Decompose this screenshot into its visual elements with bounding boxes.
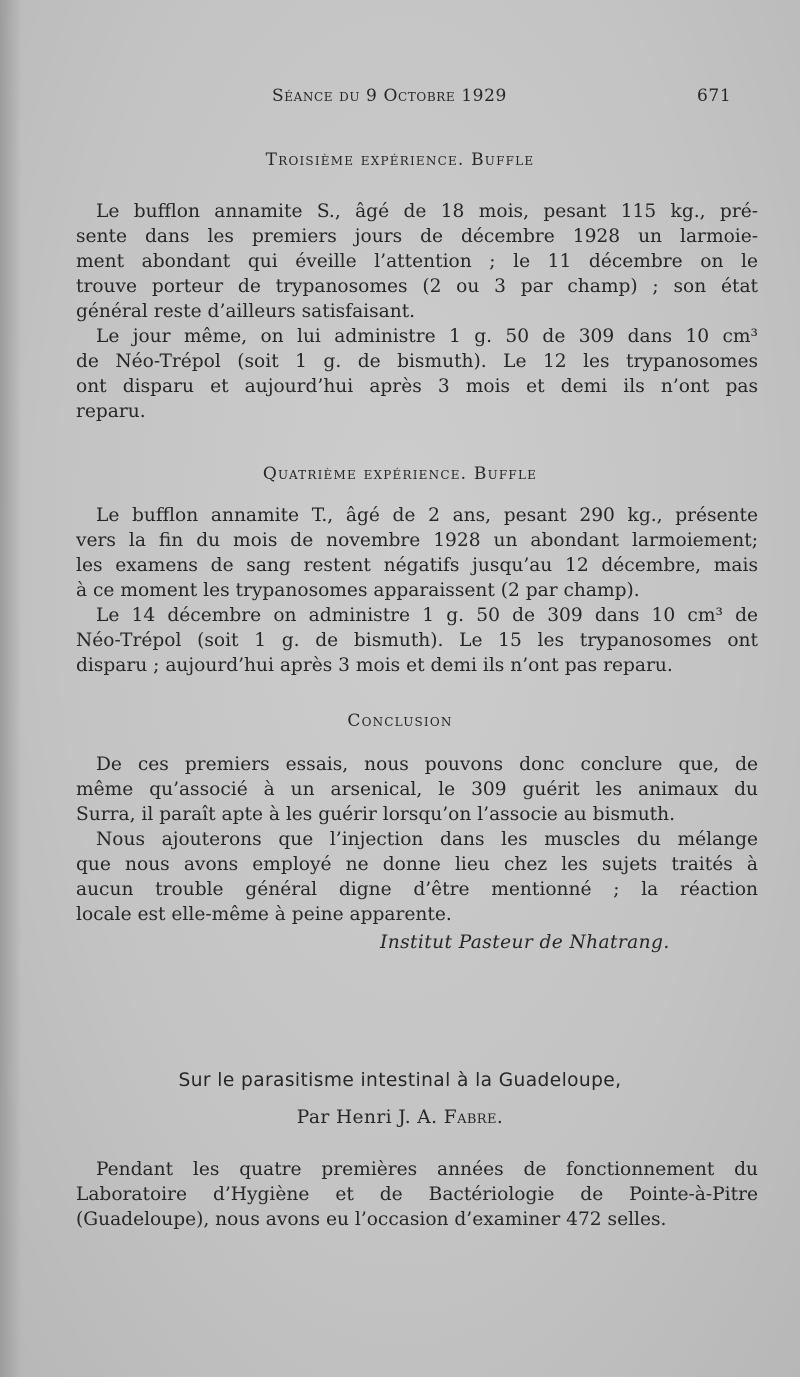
paragraph-conclusion-1 — [76, 752, 758, 827]
text-line: Pendant les quatre premières années de fonctionnement du — [96, 1159, 758, 1180]
text-line: même qu’associé à un arsenical, le 309 guérit les animaux du — [76, 779, 758, 800]
paragraph-conclusion-2 — [76, 827, 758, 927]
text-line: De ces premiers essais, nous pouvons donc conclure que, de — [96, 754, 758, 775]
signature: Institut Pasteur de Nhatrang. — [380, 932, 670, 953]
byline — [0, 1107, 800, 1128]
text-line: reparu. — [76, 401, 146, 422]
text-line: de Néo-Trépol (soit 1 g. de bismuth). Le 12 les trypanosomes — [76, 351, 758, 372]
paragraph-troisieme-2 — [76, 324, 758, 424]
text-line: disparu ; aujourd’hui après 3 mois et demi ils n’ont pas reparu. — [76, 655, 673, 676]
text-line: Néo-Trépol (soit 1 g. de bismuth). Le 15 les trypanosomes ont — [76, 630, 758, 651]
text-line: locale est elle-même à peine apparente. — [76, 904, 452, 925]
text-line: sente dans les premiers jours de décembre 1928 un larmoie- — [76, 226, 758, 247]
binding-shadow — [0, 0, 22, 1377]
section-title-conclusion: Conclusion — [347, 711, 453, 731]
text-line: que nous avons employé ne donne lieu chez les sujets traités à — [76, 854, 758, 875]
author-name: Fabre. — [443, 1107, 504, 1128]
text-line: Nous ajouterons que l’injection dans les muscles du mélange — [96, 829, 758, 850]
paragraph-article-1 — [76, 1157, 758, 1232]
text-line: Le bufflon annamite T., âgé de 2 ans, pesant 290 kg., présente — [96, 505, 758, 526]
text-line: Surra, il paraît apte à les guérir lorsqu’on l’associe au bismuth. — [76, 804, 676, 825]
text-line: les examens de sang restent négatifs jusqu’au 12 décembre, mais — [76, 555, 758, 576]
text-line: trouve porteur de trypanosomes (2 ou 3 par champ) ; son état — [76, 276, 758, 297]
text-line: Laboratoire d’Hygiène et de Bactériologie de Pointe-à-Pitre — [76, 1184, 758, 1205]
text-line: (Guadeloupe), nous avons eu l’occasion d’examiner 472 selles. — [76, 1209, 667, 1230]
section-title-troisieme: Troisième expérience. Buffle — [265, 150, 535, 170]
page-number: 671 — [697, 86, 732, 106]
byline-prefix: Par Henri J. A. — [296, 1107, 438, 1128]
text-line: Le 14 décembre on administre 1 g. 50 de 309 dans 10 cm³ de — [96, 605, 758, 626]
text-line: ment abondant qui éveille l’attention ; le 11 décembre on le — [76, 251, 758, 272]
text-line: ont disparu et aujourd’hui après 3 mois et demi ils n’ont pas — [76, 376, 758, 397]
paragraph-quatrieme-1 — [76, 503, 758, 603]
text-line: Le bufflon annamite S., âgé de 18 mois, pesant 115 kg., pré- — [96, 201, 758, 222]
text-line: général reste d’ailleurs satisfaisant. — [76, 301, 416, 322]
paragraph-troisieme-1 — [76, 199, 758, 324]
running-title: Séance du 9 Octobre 1929 — [272, 86, 507, 106]
text-line: vers la fin du mois de novembre 1928 un abondant larmoiement; — [76, 530, 758, 551]
paragraph-quatrieme-2 — [76, 603, 758, 678]
text-line: Le jour même, on lui administre 1 g. 50 de 309 dans 10 cm³ — [96, 326, 758, 347]
section-title-quatrieme: Quatrième expérience. Buffle — [262, 464, 538, 484]
article-title: Sur le parasitisme intestinal à la Guadeloupe, — [178, 1070, 622, 1091]
text-line: à ce moment les trypanosomes apparaissent (2 par champ). — [76, 580, 640, 601]
text-line: aucun trouble général digne d’être mentionné ; la réaction — [76, 879, 758, 900]
